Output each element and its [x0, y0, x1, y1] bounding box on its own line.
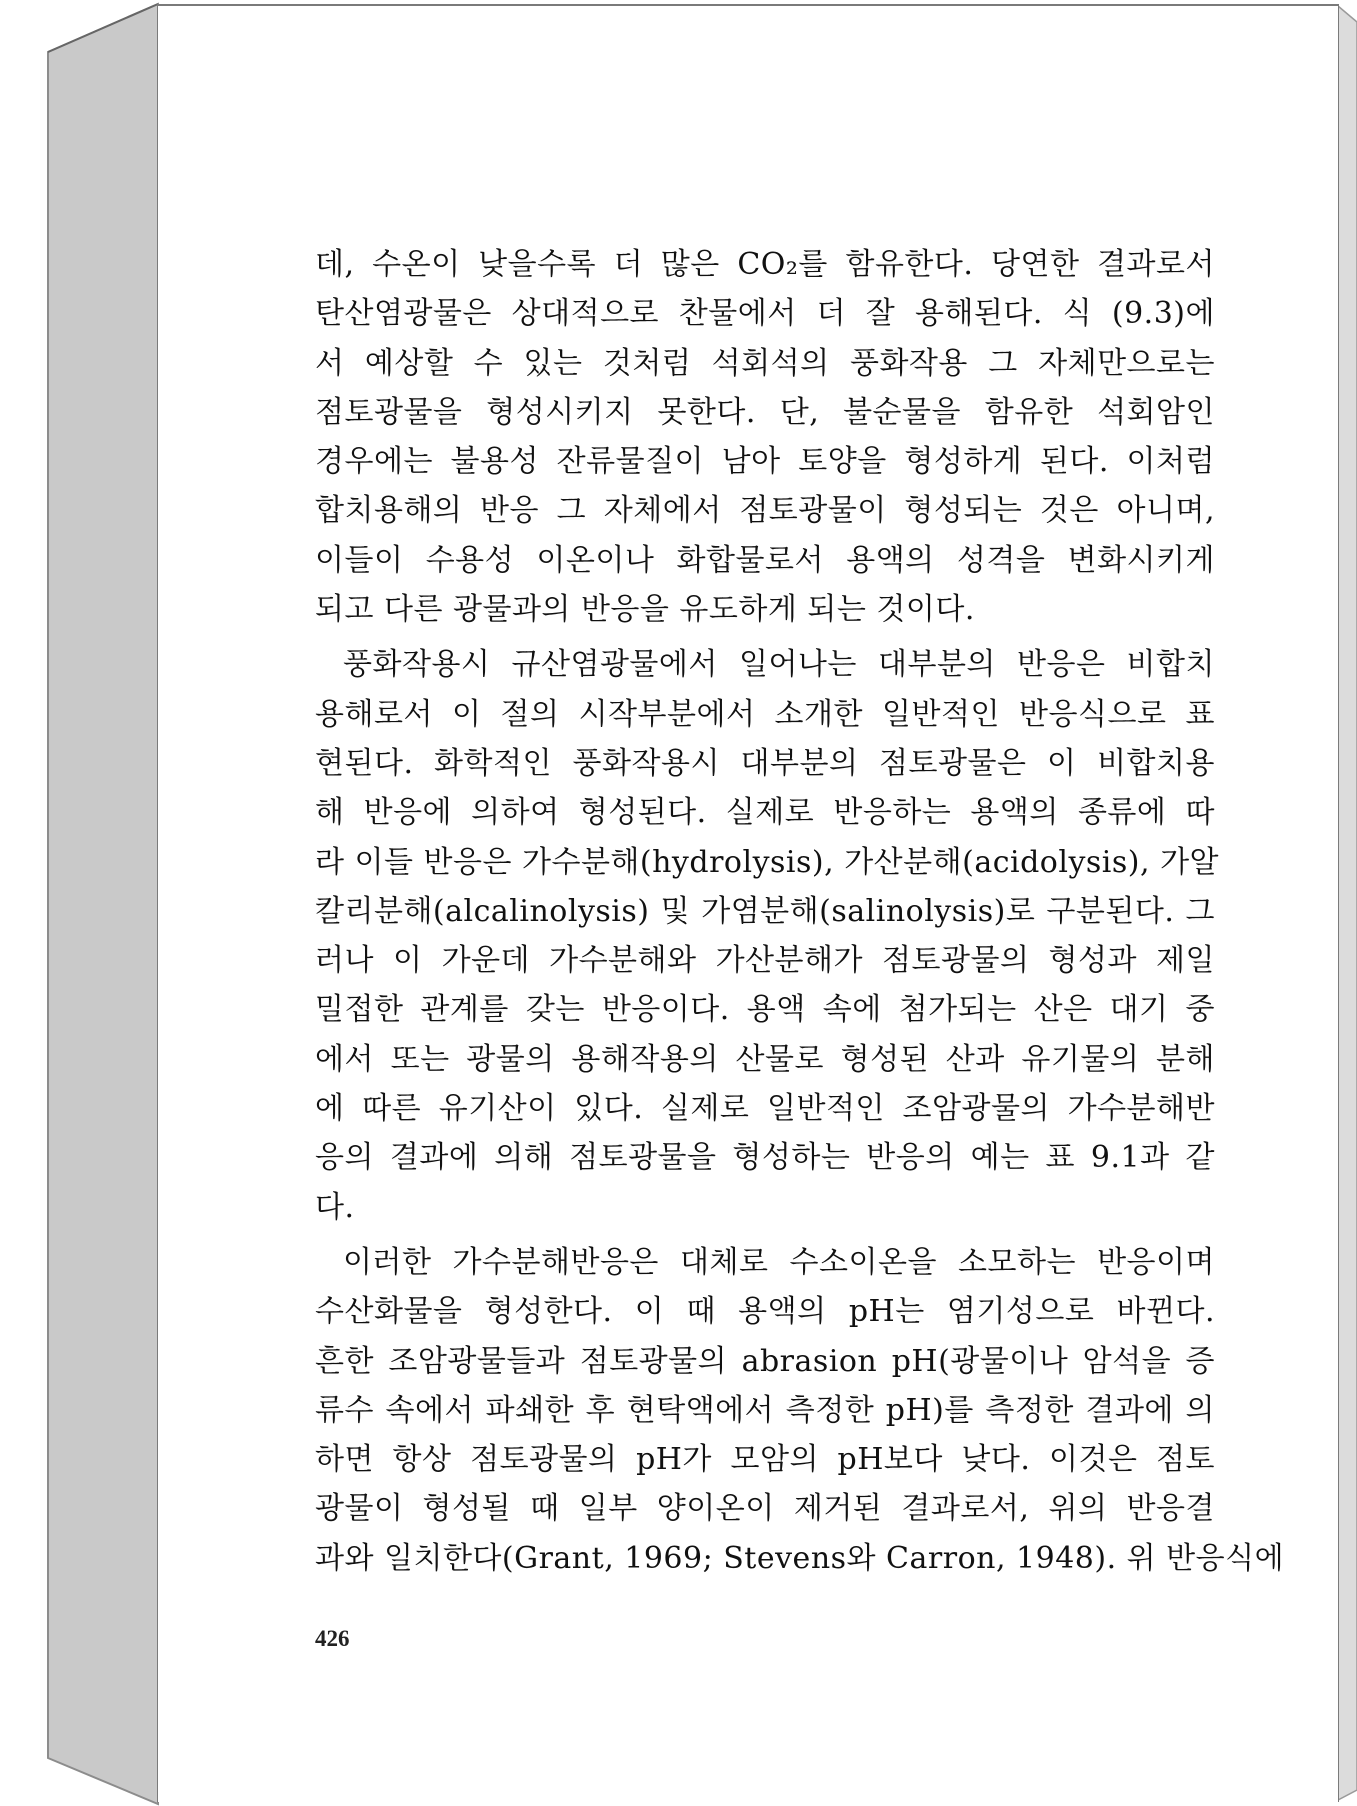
text-line: 라 이들 반응은 가수분해(hydrolysis), 가산분해(acidolysis), 가알: [315, 844, 1220, 880]
text-line: 이러한 가수분해반응은 대체로 수소이온을 소모하는 반응이며: [343, 1244, 1215, 1280]
text-line: 되고 다른 광물과의 반응을 유도하게 되는 것이다.: [315, 592, 975, 628]
text-line: 흔한 조암광물들과 점토광물의 abrasion pH(광물이나 암석을 증: [315, 1343, 1215, 1379]
text-line: 탄산염광물은 상대적으로 찬물에서 더 잘 용해된다. 식 (9.3)에: [315, 296, 1215, 332]
text-line: 류수 속에서 파쇄한 후 현탁액에서 측정한 pH)를 측정한 결과에 의: [315, 1392, 1215, 1428]
text-line: 응의 결과에 의해 점토광물을 형성하는 반응의 예는 표 9.1과 같: [315, 1140, 1215, 1176]
text-line: 칼리분해(alcalinolysis) 및 가염분해(salinolysis)로 구분된다. 그: [315, 893, 1215, 929]
text-line: 광물이 형성될 때 일부 양이온이 제거된 결과로서, 위의 반응결: [315, 1491, 1215, 1527]
text-line: 풍화작용시 규산염광물에서 일어나는 대부분의 반응은 비합치: [343, 647, 1215, 683]
text-line: 경우에는 불용성 잔류물질이 남아 토양을 형성하게 된다. 이처럼: [315, 444, 1215, 480]
page-number: 426: [315, 1626, 350, 1651]
text-line: 에서 또는 광물의 용해작용의 산물로 형성된 산과 유기물의 분해: [315, 1041, 1215, 1077]
paragraph: [315, 640, 1220, 1232]
text-line: 밀접한 관계를 갖는 반응이다. 용액 속에 첨가되는 산은 대기 중: [315, 992, 1215, 1028]
body-text: [315, 240, 1285, 1583]
text-line: 현된다. 화학적인 풍화작용시 대부분의 점토광물은 이 비합치용: [315, 745, 1215, 781]
paragraph: [315, 1238, 1285, 1583]
paragraph: [315, 240, 1215, 634]
text-line: 해 반응에 의하여 형성된다. 실제로 반응하는 용액의 종류에 따: [315, 795, 1215, 831]
text-line: 용해로서 이 절의 시작부분에서 소개한 일반적인 반응식으로 표: [315, 696, 1215, 732]
text-line: 에 따른 유기산이 있다. 실제로 일반적인 조암광물의 가수분해반: [315, 1091, 1215, 1127]
text-line: 데, 수온이 낮을수록 더 많은 CO₂를 함유한다. 당연한 결과로서: [315, 247, 1215, 282]
text-line: 하면 항상 점토광물의 pH가 모암의 pH보다 낮다. 이것은 점토: [315, 1442, 1215, 1478]
text-line: 이들이 수용성 이온이나 화합물로서 용액의 성격을 변화시키게: [315, 542, 1215, 578]
text-line: 다.: [315, 1189, 355, 1225]
text-line: 과와 일치한다(Grant, 1969; Stevens와 Carron, 1948). 위 반응식에: [315, 1540, 1285, 1576]
text-line: 합치용해의 반응 그 자체에서 점토광물이 형성되는 것은 아니며,: [315, 493, 1215, 529]
text-line: 서 예상할 수 있는 것처럼 석회석의 풍화작용 그 자체만으로는: [315, 345, 1215, 381]
text-line: 수산화물을 형성한다. 이 때 용액의 pH는 염기성으로 바뀐다.: [315, 1294, 1215, 1330]
text-line: 러나 이 가운데 가수분해와 가산분해가 점토광물의 형성과 제일: [315, 943, 1215, 979]
text-line: 점토광물을 형성시키지 못한다. 단, 불순물을 함유한 석회암인: [315, 394, 1215, 430]
